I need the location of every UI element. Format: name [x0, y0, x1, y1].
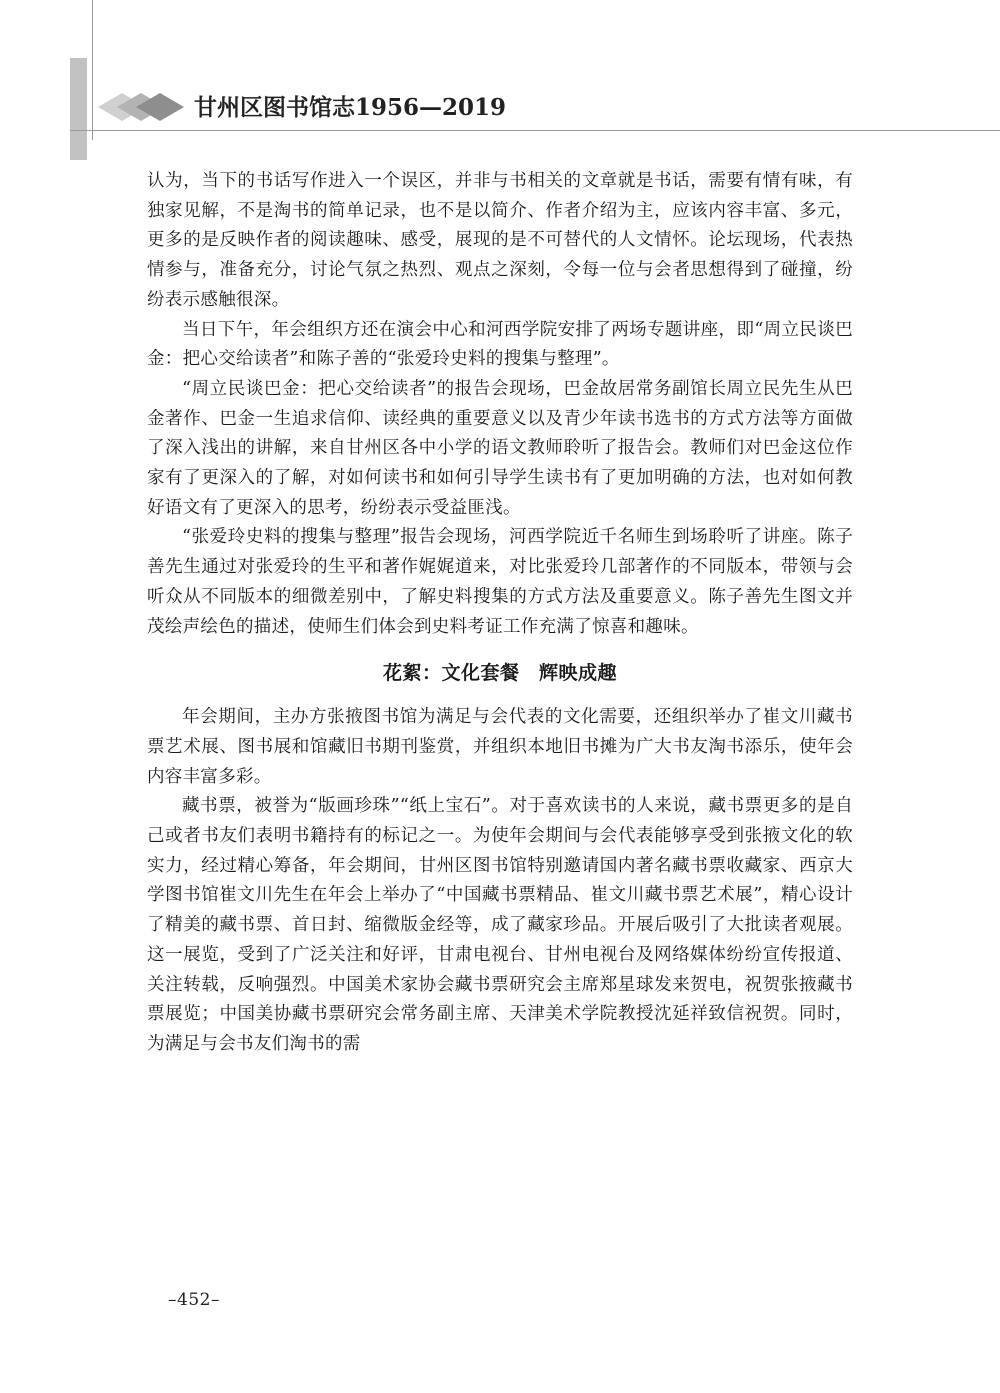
- paragraph: 年会期间，主办方张掖图书馆为满足与会代表的文化需要，还组织举办了崔文川藏书票艺术展、图书展和馆藏旧书期刊鉴赏，并组织本地旧书摊为广大书友淘书添乐，使年会内容丰富多彩。: [147, 707, 853, 787]
- paragraph: “周立民谈巴金：把心交给读者”的报告会现场，巴金故居常务副馆长周立民先生从巴金著作、巴金一生追求信仰、读经典的重要意义以及青少年读书选书的方式方法等方面做了深入浅出的讲解，来自甘州区各中小学的语文教师聆听了报告会。教师们对巴金这位作家有了更深入的了解，对如何读书和如何引导学生读书有了更加明确的方法，也对如何教好语文有了更深入的思考，纷纷表示受益匪浅。: [147, 378, 853, 518]
- section-heading: 花絮：文化套餐 辉映成趣: [382, 662, 617, 685]
- header-diamond-ornament: [98, 90, 184, 124]
- page-body: [147, 167, 853, 1060]
- header-vertical-rule: [92, 0, 93, 140]
- paragraph: 藏书票，被誉为“版画珍珠”“纸上宝石”。对于喜欢读书的人来说，藏书票更多的是自己或者书友们表明书籍持有的标记之一。为使年会期间与会代表能够享受到张掖文化的软实力，经过精心筹备，年会期间，甘州区图书馆特别邀请国内著名藏书票收藏家、西京大学图书馆崔文川先生在年会上举办了“中国藏书票精品、崔文川藏书票艺术展”，精心设计了精美的藏书票、首日封、缩微版金经等，成了藏家珍品。开展后吸引了大批读者观展。这一展览，受到了广泛关注和好评，甘肃电视台、甘州电视台及网络媒体纷纷宣传报道、关注转载，反响强烈。中国美术家协会藏书票研究会主席郑星球发来贺电，祝贺张掖藏书票展览；中国美协藏书票研究会常务副主席、天津美术学院教授沈延祥致信祝贺。同时，为满足与会书友们淘书的需: [147, 796, 853, 1054]
- paragraph: 当日下午，年会组织方还在演会中心和河西学院安排了两场专题讲座，即“周立民谈巴金：把心交给读者”和陈子善的“张爱玲史料的搜集与整理”。: [147, 319, 853, 370]
- header-gray-bar: [70, 58, 87, 160]
- paragraph: 认为，当下的书话写作进入一个误区，并非与书相关的文章就是书话，需要有情有味，有独家见解，不是淘书的简单记录，也不是以简介、作者介绍为主，应该内容丰富、多元，更多的是反映作者的阅读趣味、感受，展现的是不可替代的人文情怀。论坛现场，代表热情参与，准备充分，讨论气氛之热烈、观点之深刻，令每一位与会者思想得到了碰撞，纷纷表示感触很深。: [147, 171, 853, 310]
- paragraph: “张爱玲史料的搜集与整理”报告会现场，河西学院近千名师生到场聆听了讲座。陈子善先生通过对张爱玲的生平和著作娓娓道来，对比张爱玲几部著作的不同版本，带领与会听众从不同版本的细微差别中，了解史料搜集的方式方法及重要意义。陈子善先生图文并茂绘声绘色的描述，使师生们体会到史料考证工作充满了惊喜和趣味。: [147, 527, 853, 637]
- running-title: 甘州区图书馆志1956—2019: [194, 94, 507, 121]
- page-number: –452–: [168, 1290, 220, 1310]
- header-horizontal-rule: [70, 130, 1000, 131]
